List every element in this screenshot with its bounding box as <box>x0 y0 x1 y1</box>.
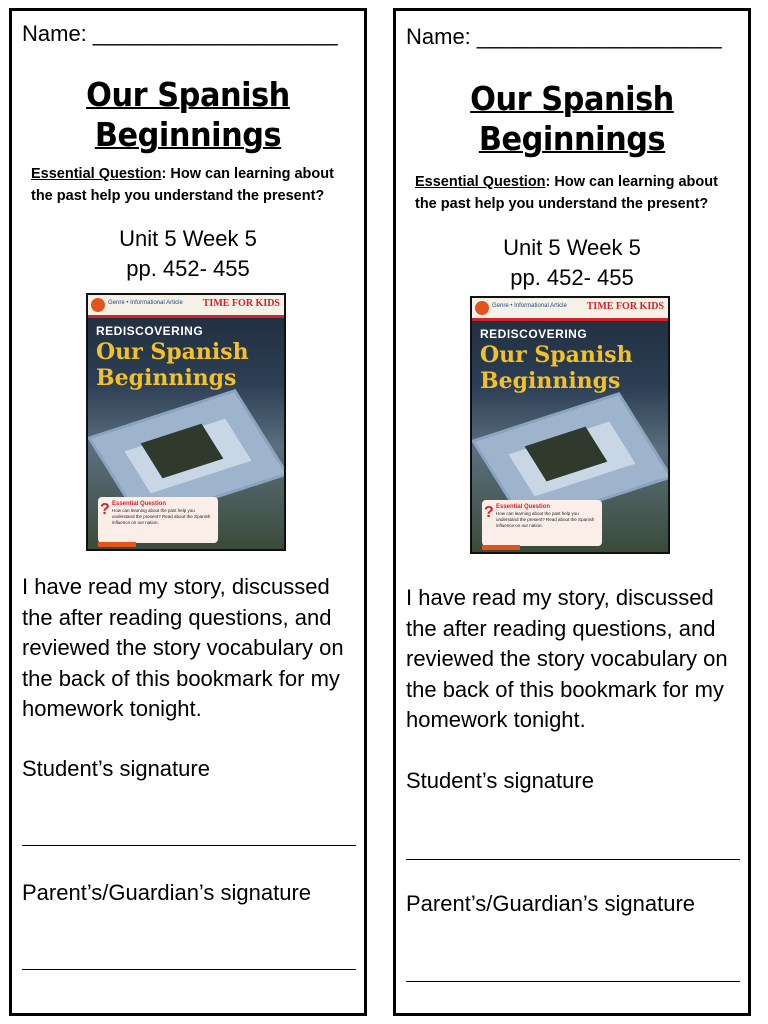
cover-brand: TIME FOR KIDS <box>202 298 280 309</box>
cover-genre: Genre • Informational Article <box>492 303 567 309</box>
cover-title: Our Spanish Beginnings <box>480 342 633 394</box>
page-title <box>26 75 350 155</box>
cover-question-box <box>98 497 218 543</box>
bookmark-left <box>9 8 367 1016</box>
cover-genre: Genre • Informational Article <box>108 300 183 306</box>
essential-question <box>31 163 351 207</box>
student-signature-label: Student’s signature <box>406 768 594 793</box>
unit-info <box>396 233 748 293</box>
cover-logo-icon <box>91 298 105 312</box>
homework-statement: I have read my story, discussed the after reading questions, and reviewed the story vocabulary on the back of this bookmark for my homework tonight. <box>22 574 344 721</box>
cover-title: Our Spanish Beginnings <box>96 339 249 391</box>
parent-signature-line[interactable] <box>406 981 740 982</box>
book-cover-image <box>470 296 670 554</box>
essential-question <box>415 171 735 215</box>
cover-question-box <box>482 500 602 546</box>
parent-signature-label: Parent’s/Guardian’s signature <box>22 880 312 905</box>
cover-question-title: Essential Question <box>112 501 167 507</box>
bookmark-right <box>393 8 751 1016</box>
essential-question-label: Essential Question <box>31 166 162 182</box>
essential-question-text: : How can learning about the past help you understand the present? <box>415 174 718 212</box>
title-line-2: Beginnings <box>94 115 282 154</box>
page-range: pp. 452- 455 <box>510 265 634 290</box>
cover-footer-tag <box>98 542 136 547</box>
title-line-2: Beginnings <box>478 119 666 158</box>
page-title <box>410 79 734 159</box>
unit-info <box>12 224 364 284</box>
unit-week: Unit 5 Week 5 <box>119 226 257 251</box>
parent-signature-label: Parent’s/Guardian’s signature <box>406 891 696 916</box>
book-cover-image <box>86 293 286 551</box>
cover-kicker: REDISCOVERING <box>480 327 588 341</box>
unit-week: Unit 5 Week 5 <box>503 235 641 260</box>
name-field-label: Name: ____________________ <box>406 24 722 49</box>
cover-brand: TIME FOR KIDS <box>586 301 664 312</box>
name-field-label: Name: ____________________ <box>22 21 338 46</box>
essential-question-text: : How can learning about the past help you understand the present? <box>31 166 334 204</box>
parent-signature-line[interactable] <box>22 969 356 970</box>
cover-logo-icon <box>475 301 489 315</box>
student-signature-label: Student’s signature <box>22 756 210 781</box>
cover-question-text: How can learning about the past help you understand the present? Read about the Spanish influence on our nation. <box>112 508 211 525</box>
essential-question-label: Essential Question <box>415 174 546 190</box>
page-range: pp. 452- 455 <box>126 256 250 281</box>
question-mark-icon: ? <box>484 504 494 521</box>
cover-divider <box>472 318 668 321</box>
cover-divider <box>88 315 284 318</box>
title-line-1: Our Spanish <box>470 79 674 118</box>
cover-footer-tag <box>482 545 520 550</box>
cover-kicker: REDISCOVERING <box>96 324 204 338</box>
question-mark-icon: ? <box>100 501 110 518</box>
student-signature-line[interactable] <box>406 859 740 860</box>
student-signature-line[interactable] <box>22 845 356 846</box>
homework-statement: I have read my story, discussed the after reading questions, and reviewed the story vocabulary on the back of this bookmark for my homework tonight. <box>406 585 728 732</box>
cover-question-title: Essential Question <box>496 504 551 510</box>
title-line-1: Our Spanish <box>86 75 290 114</box>
cover-question-text: How can learning about the past help you understand the present? Read about the Spanish influence on our nation. <box>496 511 595 528</box>
